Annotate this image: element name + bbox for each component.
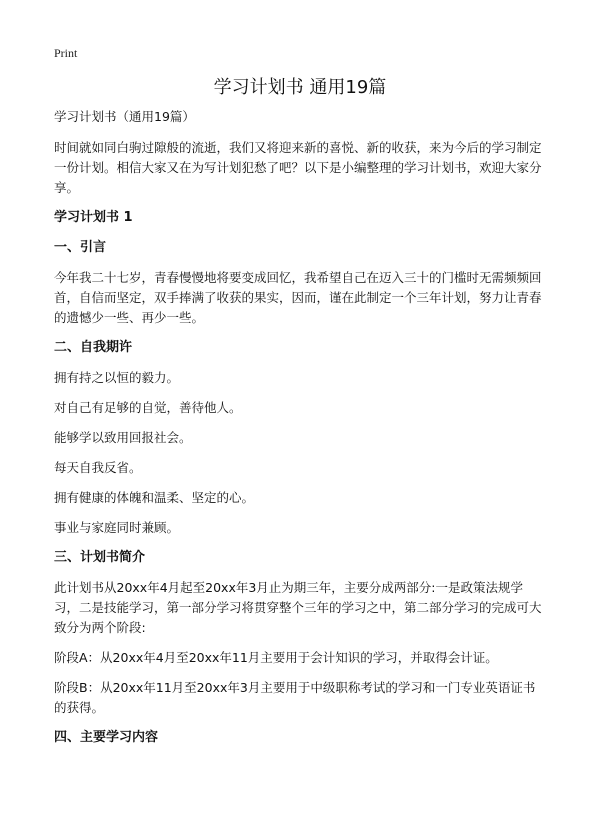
stage-a-paragraph: 阶段A：从20xx年4月至20xx年11月主要用于会计知识的学习，并取得会计证。: [54, 650, 498, 665]
intro-section-paragraph: 今年我二十七岁，青春慢慢地将要变成回忆，我希望自己在迈入三十的门槛时无需频频回首，自信而坚定，双手捧满了收获的果实，因而，谨在此制定一个三年计划，努力让青春的遗憾少一些、再少一些。: [54, 270, 542, 325]
section-heading-plan-summary: 三、计划书简介: [54, 550, 146, 565]
stage-b-paragraph: 阶段B：从20xx年11月至20xx年3月主要用于中级职称考试的学习和一门专业英语证书的获得。: [54, 680, 536, 715]
expectation-item: 拥有健康的体魄和温柔、坚定的心。: [54, 490, 255, 505]
expectation-item: 能够学以致用回报社会。: [54, 430, 192, 445]
expectation-item: 每天自我反省。: [54, 460, 142, 475]
section-heading-expectations: 二、自我期许: [54, 340, 133, 355]
expectation-item: 对自己有足够的自觉，善待他人。: [54, 400, 242, 415]
expectation-item: 事业与家庭同时兼顾。: [54, 520, 180, 535]
subtitle: 学习计划书（通用19篇）: [54, 109, 195, 124]
section-heading-main-content: 四、主要学习内容: [54, 730, 159, 745]
article-title: 学习计划书 1: [54, 210, 133, 225]
expectation-item: 拥有持之以恒的毅力。: [54, 370, 180, 385]
intro-paragraph: 时间就如同白驹过隙般的流逝，我们又将迎来新的喜悦、新的收获，来为今后的学习制定一份计划。相信大家又在为写计划犯愁了吧？以下是小编整理的学习计划书，欢迎大家分享。: [54, 140, 542, 195]
section-heading-intro: 一、引言: [54, 240, 107, 255]
page-title: 学习计划书 通用19篇: [213, 77, 387, 98]
print-label[interactable]: Print: [54, 46, 78, 60]
plan-summary-paragraph: 此计划书从20xx年4月起至20xx年3月止为期三年，主要分成两部分:一是政策法规学习，二是技能学习，第一部分学习将贯穿整个三年的学习之中，第二部分学习的完成可大致分为两个阶段:: [54, 580, 542, 635]
